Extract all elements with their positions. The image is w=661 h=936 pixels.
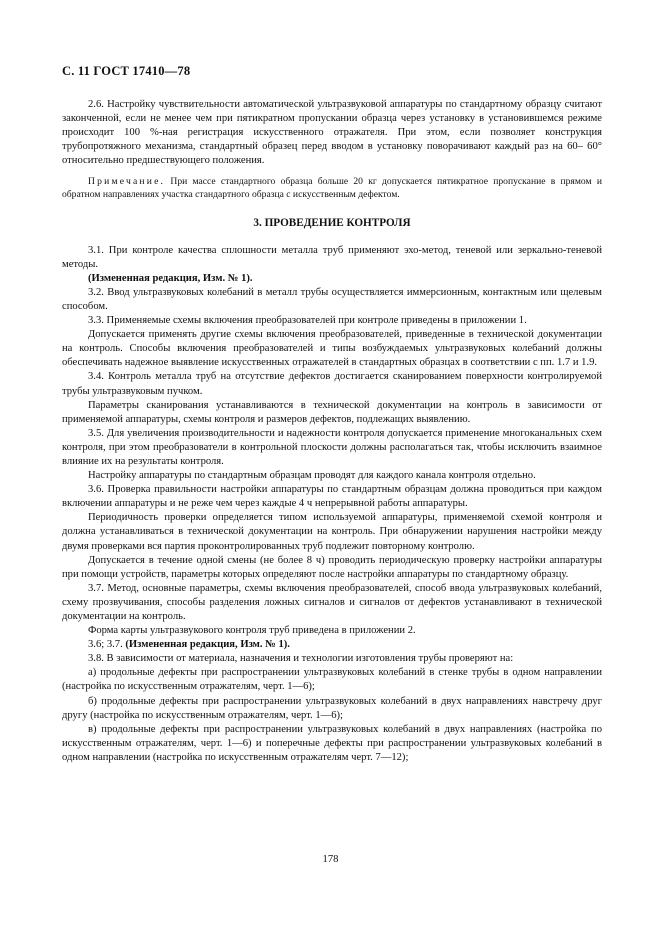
paragraph-3-3b: Допускается применять другие схемы включения преобразователей, приведенные в технической документации на контроль. Способы включения преобразователей и типы возбуждаемых ультразвуковых колебаний должны обеспечивать надежное выявление искусственных отражателей в стандартных образцах в соответствии с пп. 1.7 и 1.9.	[62, 329, 602, 369]
note-label: Примечание.	[88, 176, 166, 188]
paragraph-3-7b: Форма карты ультразвукового контроля труб приведена в приложении 2.	[88, 625, 416, 637]
paragraph-3-8: 3.8. В зависимости от материала, назначения и технологии изготовления трубы проверяют на:	[88, 653, 514, 665]
note-paragraph	[62, 175, 602, 201]
note-text: При массе стандартного образца больше 20 кг допускается пятикратное пропускание в прямом и обратном направлениях участка стандартного образца с искусственным дефектом.	[62, 176, 602, 201]
paragraph-3-2: 3.2. Ввод ультразвуковых колебаний в металл трубы осуществляется иммерсионным, контактным или щелевым способом.	[62, 286, 602, 312]
paragraph-2-6: 2.6. Настройку чувствительности автоматической ультразвуковой аппаратуры по стандартному образцу считают законченной, если не менее чем при пятикратном пропускании образца через установку в установившемся режиме происходит 100 %-ная регистрация искусственного отражателя. При этом, если позволяет конструкция трубопротяжного механизма, стандартный образец перед вводом в установку поворачивают каждый раз на 60– 60° относительно предшествующего положения.	[62, 99, 602, 167]
paragraph-3-1: 3.1. При контроле качества сплошности металла труб применяют эхо-метод, теневой или зеркально-теневой методы.	[62, 244, 602, 270]
paragraph-3-6: 3.6. Проверка правильности настройки аппаратуры по стандартным образцам должна проводиться при каждом включении аппаратуры и не реже чем через каждые 4 ч непрерывной работы аппаратуры.	[62, 484, 602, 510]
page-header: С. 11 ГОСТ 17410—78	[62, 64, 191, 78]
page-number: 178	[322, 854, 339, 865]
paragraph-3-3: 3.3. Применяемые схемы включения преобразователей при контроле приведены в приложении 1.	[88, 315, 527, 327]
document-body	[62, 98, 602, 765]
list-item-b: б) продольные дефекты при распространении ультразвуковых колебаний в двух направлениях навстречу друг другу (настройка по искусственным отражателям, черт. 1—6);	[62, 695, 602, 721]
paragraph-3-5: 3.5. Для увеличения производительности и надежности контроля допускается применение многоканальных схем контроля, при этом преобразователи в контрольной плоскости должны располагаться так, чтобы исключить взаимное влияние их на результаты контроля.	[62, 427, 602, 467]
paragraph-3-6b: Периодичность проверки определяется типом используемой аппаратуры, применяемой схемой контроля и должна устанавливаться в технической документации на контроль. При обнаружении нарушения настройки между двумя проверками вся партия проконтролированных труб подлежит повторному контролю.	[62, 512, 602, 552]
paragraph-3-6c: Допускается в течение одной смены (не более 8 ч) проводить периодическую проверку настройки аппаратуры при помощи устройств, параметры которых определяют после настройки аппаратуры по стандартному образцу.	[62, 554, 602, 580]
paragraph-3-4b: Параметры сканирования устанавливаются в технической документации на контроль в зависимости от применяемой аппаратуры, схемы контроля и размеров дефектов, подлежащих выявлению.	[62, 399, 602, 425]
revision-note-1	[62, 272, 602, 286]
revision-note-2	[62, 638, 602, 652]
list-item-c: в) продольные дефекты при распространении ультразвуковых колебаний в двух направлениях (настройка по искусственным отражателям, черт. 1—6) и поперечные дефекты при распространении ультразвуковых колебаний в одном направлении (настройка по искусственным отражателям черт. 7—12);	[62, 723, 602, 763]
revision-note-1-text: (Измененная редакция, Изм. № 1).	[88, 272, 253, 284]
section-title: 3. ПРОВЕДЕНИЕ КОНТРОЛЯ	[253, 217, 411, 230]
paragraph-3-5b: Настройку аппаратуры по стандартным образцам проводят для каждого канала контроля отдельно.	[88, 470, 536, 482]
revision-note-2-text: (Измененная редакция, Изм. № 1).	[125, 639, 290, 651]
list-item-a: а) продольные дефекты при распространении ультразвуковых колебаний в стенке трубы в одном направлении (настройка по искусственным отражателям, черт. 1—6);	[62, 667, 602, 693]
paragraph-3-7: 3.7. Метод, основные параметры, схемы включения преобразователей, способ ввода ультразвуковых колебаний, схему прозвучивания, способы разделения ложных сигналов и сигналов от дефектов устанавливают в технической документации на контроль.	[62, 582, 602, 622]
paragraph-3-4: 3.4. Контроль металла труб на отсутствие дефектов достигается сканированием поверхности контролируемой трубы ультразвуковым пучком.	[62, 371, 602, 397]
revision-note-2-prefix: 3.6; 3.7.	[88, 639, 123, 651]
